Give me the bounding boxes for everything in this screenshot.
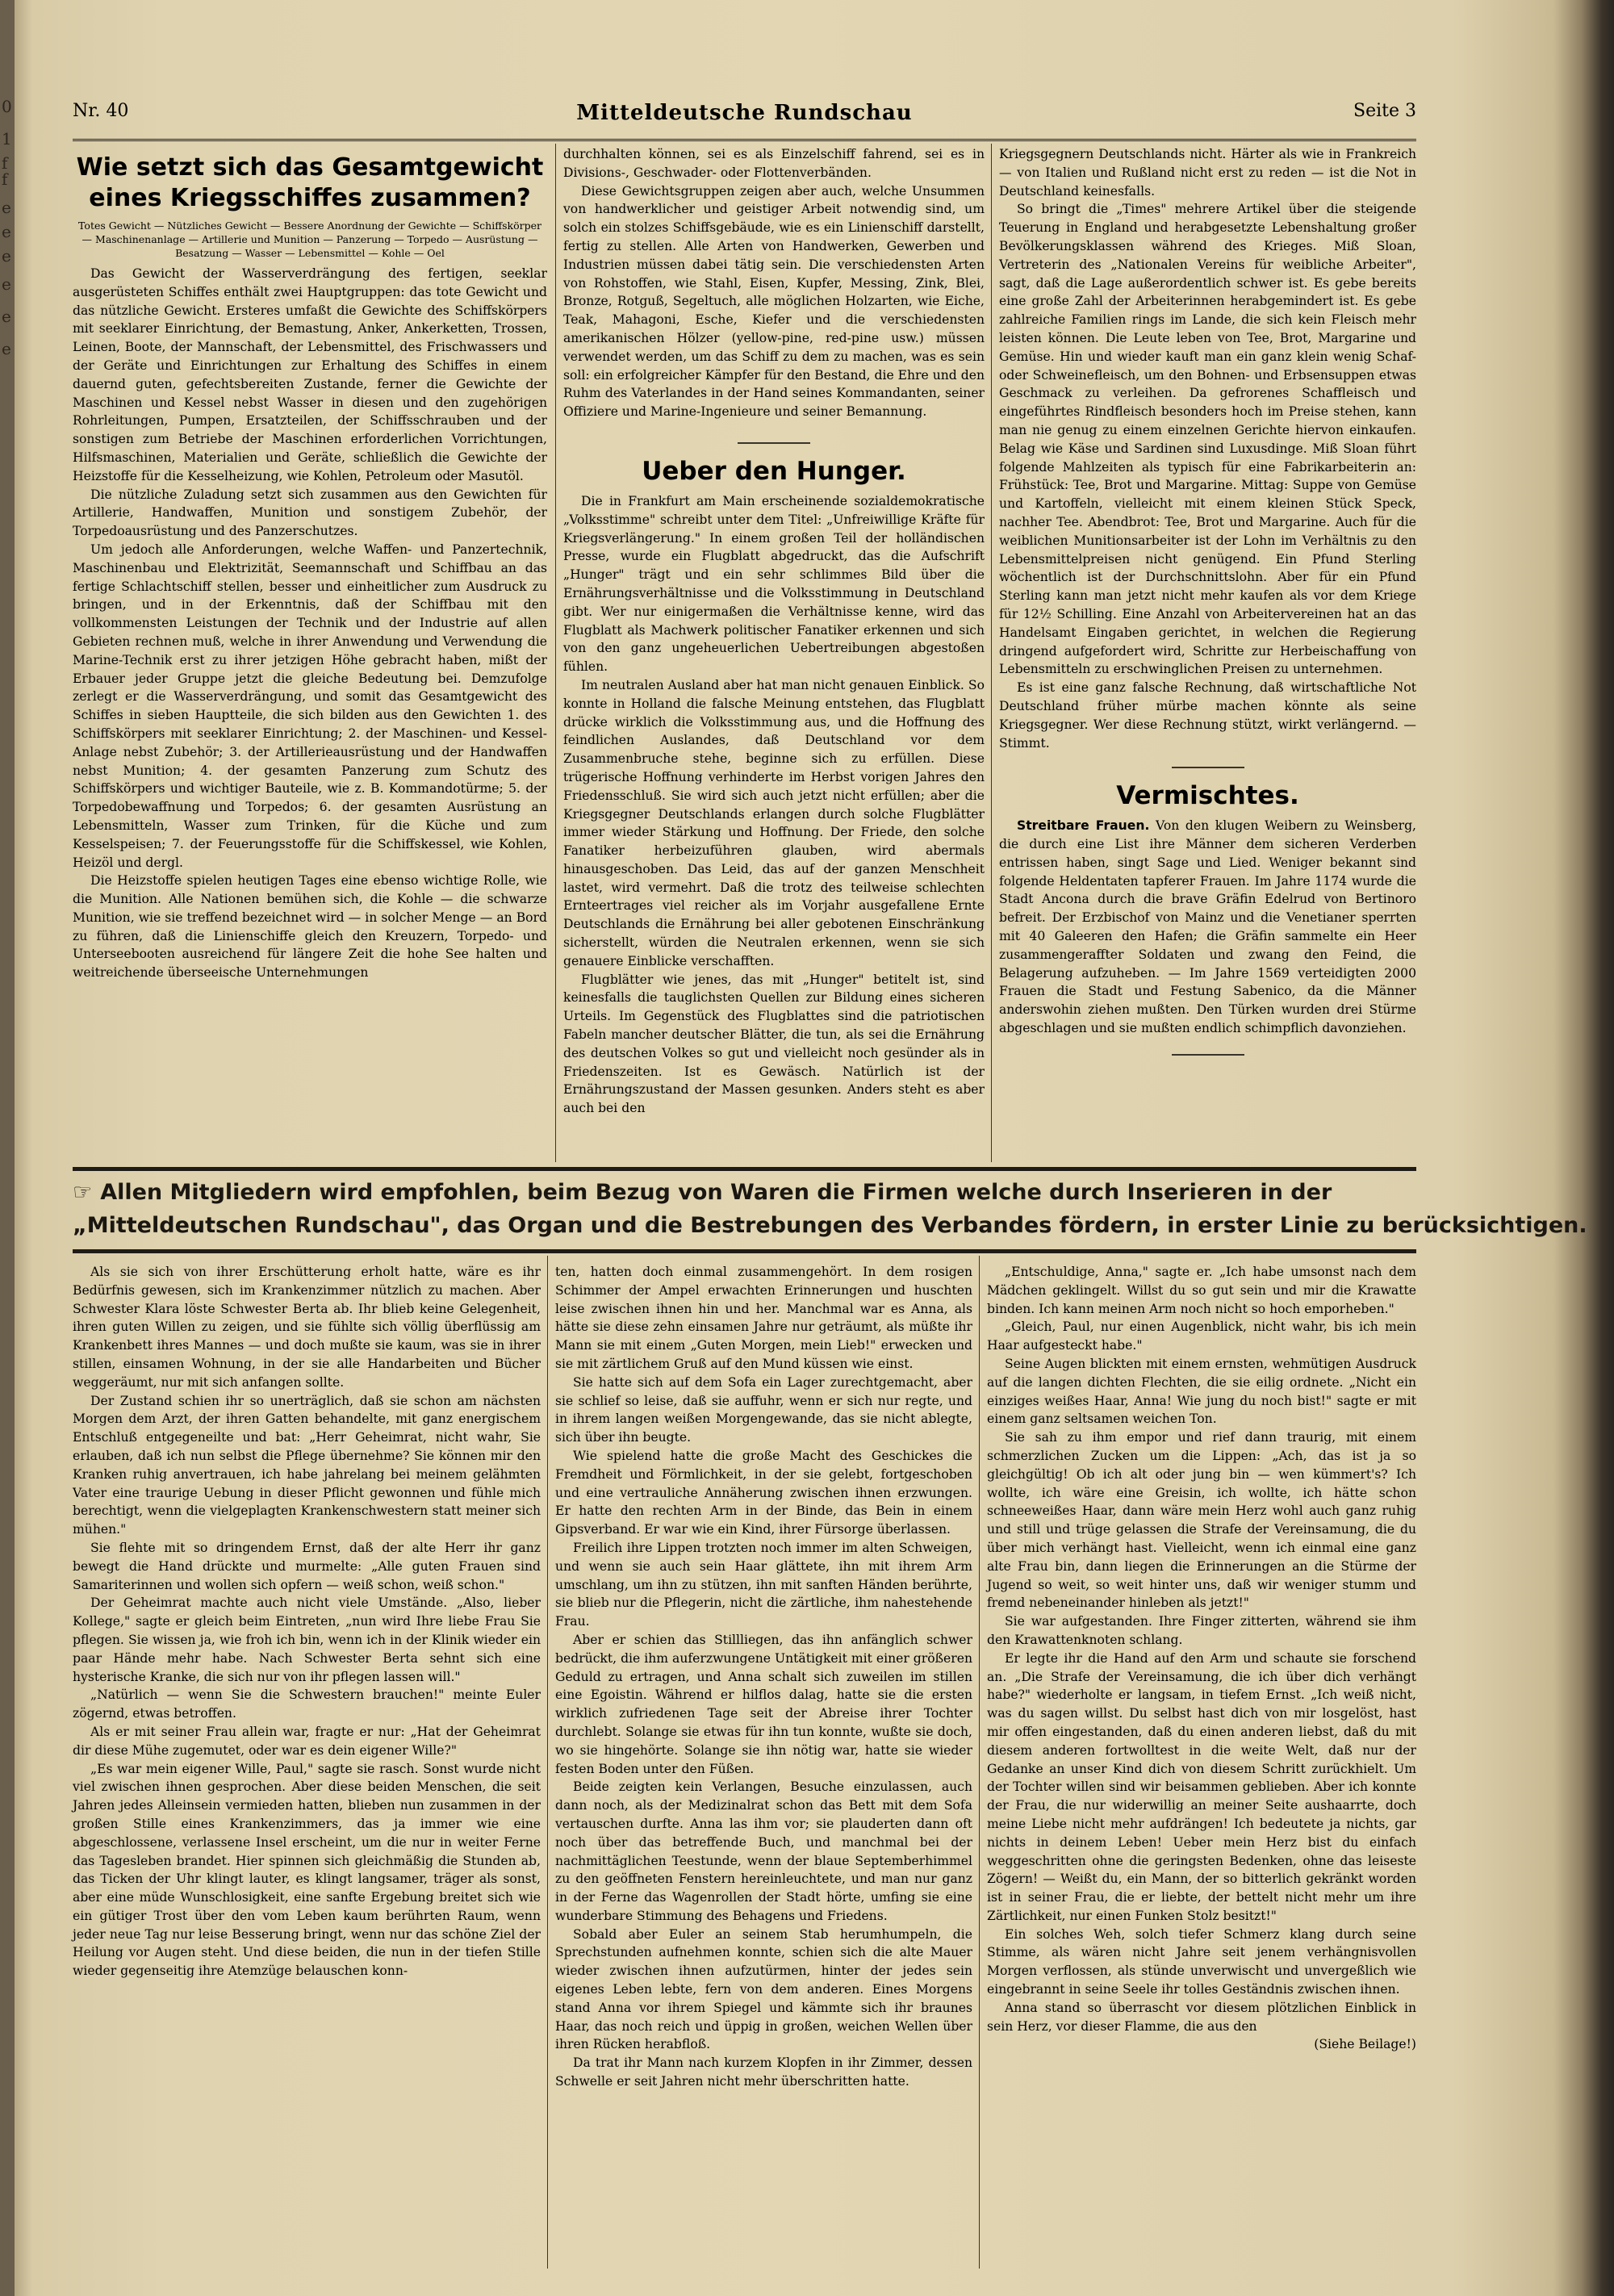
page-header [73,101,1416,137]
strip-char: e [2,222,11,241]
strip-char: e [2,198,11,217]
story-column-3 [987,1263,1416,2268]
paragraph: Aber er schien das Stillliegen, das ihn anfänglich schwer bedrückt, die ihm auferzwungene Untätigkeit mit einer größeren Geduld zu ertragen, und Anna schalt sich zuweilen im stillen eine Egoistin. Während er hilflos dalag, hatte sie die ersten wirklich zufriedenen Tage seit der Abreise ihrer Tochter durchlebt. Solange sie etwas für ihn tun konnte, wußte sie doch, wo sie hingehörte. Solange sie ihn nötig war, hatte sie wieder festen Boden unter den Füßen. [555,1632,972,1776]
strip-char: f [2,169,8,189]
banner-rule-top [73,1167,1416,1171]
paragraph: Die Heizstoffe spielen heutigen Tages eine ebenso wichtige Rolle, wie die Munition. Alle Nationen bemühen sich, die Kohle — die schwarze Munition, wie sie treffend bezeichnet wird — in solcher Menge — an Bord zu führen, daß die Linienschiffe gleich den Kreuzern, Torpedo- und Unterseebooten ausreichend für längere Zeit die hohe See halten und weitreichende überseeische Unternehmungen [73,873,547,981]
newspaper-title: Mitteldeutsche Rundschau [576,101,913,125]
paragraph: Im neutralen Ausland aber hat man nicht genauen Einblick. So konnte in Holland die falsche Meinung entstehen, das Flugblatt drücke wirklich die Volksstimmung aus, und die Hoffnung des feindlichen Auslandes, daß Deutschland vor dem Zusammenbruche stehe, beginne sich zu erfüllen. Diese trügerische Hoffnung verhinderte im Herbst vorigen Jahres den Friedensschluß. Sie wird sich auch jetzt nicht erfüllen; aber die Kriegsgegner Deutschlands erlangen durch solche Flugblätter immer wieder Stärkung und Hoffnung. Der Friede, den solche Fanatiker herbeizuführen glauben, wird abermals hinausgeschoben. Das Leid, das auf der ganzen Menschheit lastet, wird vermehrt. Daß die trotz des teilweise schlechten Ernteertrages viel reicher als im Vorjahr ausgefallene Ernte Deutschlands die Ernährung bei aller gebotenen Einschränkung sicherstellt, würden die Neutralen erkennen, wenn sie sich genauere Einblicke verschafften. [563,677,985,968]
story-column-2 [555,1263,972,2268]
paragraph: Der Zustand schien ihr so unerträglich, daß sie schon am nächsten Morgen dem Arzt, der ihren Gatten behandelte, mit ganz energischem Entschluß entgegeneilte und bat: „Herr Geheimrat, nicht wahr, Sie erlauben, daß ich nun selbst die Pflege übernehme? Sie können mir den Kranken ruhig anvertrauen, ich habe jahrelang bei meinem gelähmten Vater eine traurige Uebung in dieser Pflicht gewonnen und fühle mich berechtigt, wenn die vielgeplagten Krankenschwestern statt meiner sich mühen." [73,1393,541,1537]
section-divider [738,442,810,444]
paragraph: „Entschuldige, Anna," sagte er. „Ich habe umsonst nach dem Mädchen geklingelt. Willst du so gut sein und mir die Krawatte binden. Ich kann meinen Arm noch nicht so hoch emporheben." [987,1265,1416,1316]
paragraph: Kriegsgegnern Deutschlands nicht. Härter als wie in Frankreich — von Italien und Rußland nicht erst zu reden — ist die Not in Deutschland keinesfalls. [999,147,1416,199]
paragraph: Anna stand so überrascht vor diesem plötzlichen Einblick in sein Herz, vor dieser Flamme, die aus den [987,2000,1416,2034]
article-title: Vermischtes. [1116,781,1299,811]
article-lead: Streitbare Frauen. [1017,818,1150,834]
banner-line-2: „Mitteldeutschen Rundschau", das Organ und die Bestrebungen des Verbandes fördern, in erster Linie zu berücksichtigen. [73,1213,1587,1238]
issue-number: Nr. 40 [73,101,129,121]
section-divider [1172,767,1244,768]
column-rule [979,1256,980,2269]
paragraph: Um jedoch alle Anforderungen, welche Waffen- und Panzertechnik, Maschinenbau und Elektrizität, Seemannschaft und Schiffbau an das fertige Schlachtschiff stellen, besser und einheitlicher zum Ausdruck zu bringen, und in der Erkenntnis, daß der Schiffbau mit den vollkommensten Leistungen der Technik und der Industrie auf allen Gebieten rechnen muß, welche in ihrer Anwendung und Verwendung die Marine-Technik erst zu ihrer jetzigen Höhe gebracht haben, mißt der Erbauer jeder Gruppe jetzt die gleiche Bedeutung bei. Demzufolge zerlegt er die Wasserverdrängung, und somit das Gesamtgewicht des Schiffes in sieben Hauptteile, die sich bilden aus den Gewichten 1. des Schiffskörpers mit seeklarer Einrichtung; 2. der Maschinen- und Kessel-Anlage nebst Zubehör; 3. der Artillerieausrüstung und der Handwaffen nebst Munition; 4. der gesamten Panzerung zum Schutz des Schiffskörpers und wichtiger Bauteile, wie z. B. Kommandotürme; 5. der Torpedobewaffnung und Torpedos; 6. der gesamten Ausrüstung an Lebensmitteln, Wasser zum Trinken, für die Küche und zum Kesselspeisen; 7. der Feuerungsstoffe für die Schiffskessel, wie Kohlen, Heizöl und dergl. [73,542,547,870]
paragraph: Es ist eine ganz falsche Rechnung, daß wirtschaftliche Not Deutschland früher mürbe machen könnte als seine Kriegsgegner. Wer diese Rechnung stützt, wirkt verlängernd. — Stimmt. [999,680,1416,751]
strip-char: f [2,153,8,173]
header-rule [73,139,1416,141]
paragraph: Seine Augen blickten mit einem ernsten, wehmütigen Ausdruck auf die langen dichten Flechten, die sie eilig ordnete. „Nicht ein einziges weißes Haar, Anna! Wie jung du noch bist!" sagte er mit einem ganz seltsamen weichen Ton. [987,1356,1416,1427]
left-margin-strip [0,0,15,2296]
strip-char: e [2,274,11,294]
paragraph: Sie flehte mit so dringendem Ernst, daß der alte Herr ihr ganz bewegt die Hand drückte und murmelte: „Alle guten Frauen sind Samariterinnen und wollen sich opfern — weiß schon, weiß schon." [73,1540,541,1592]
paragraph: Sie hatte sich auf dem Sofa ein Lager zurechtgemacht, aber sie schlief so leise, daß sie auffuhr, wenn er sich nur regte, und in ihrem langen weißen Morgengewande, das sie nicht ablegte, sich über ihn beugte. [555,1374,972,1445]
paragraph: Freilich ihre Lippen trotzten noch immer im alten Schweigen, und wenn sie auch sein Haar glättete, ihn mit ihrem Arm umschlang, um ihn zu stützen, ihn mit sanften Händen berührte, sie blieb nur die Pflegerin, nicht die zärtliche, ihm nahestehende Frau. [555,1540,972,1629]
paragraph: Wie spielend hatte die große Macht des Geschickes die Fremdheit und Förmlichkeit, in der sie gelebt, fortgeschoben und eine vertrauliche Annäherung zwischen ihnen erzwungen. Er hatte den rechten Arm in der Binde, das Bein in einem Gipsverband. Er war wie ein Kind, ihrer Fürsorge überlassen. [555,1448,972,1537]
banner-line-1: Allen Mitgliedern wird empfohlen, beim Bezug von Waren die Firmen welche durch Inserieren in der [100,1180,1332,1205]
paragraph: Als er mit seiner Frau allein war, fragte er nur: „Hat der Geheimrat dir diese Mühe zugemutet, oder war es dein eigener Wille?" [73,1724,541,1758]
strip-char: e [2,339,11,358]
paragraph: „Es war mein eigener Wille, Paul," sagte sie rasch. Sonst wurde nicht viel zwischen ihnen gesprochen. Aber diese beiden Menschen, die seit Jahren jedes Alleinsein vermieden hatten, blieben nun zusammen in der großen Stille eines Krankenzimmers, das ja immer wie eine abgeschlossene, verlassene Insel erscheint, um die nur in weiter Ferne das Tagesleben brandet. Hier spinnen sich gleichmäßig die Stunden ab, das Ticken der Uhr klingt lauter, es klingt langsamer, träger als sonst, aber eine müde Wunschlosigkeit, eine sanfte Ergebung breitet sich wie ein gütiger Trost über den vom Leben kaum berührten Raum, wenn jeder neue Tag nur leise Besserung bringt, wenn nur das schöne Ziel der Heilung vor Augen steht. Und diese beiden, die nun in der tiefen Stille wieder gegenseitig ihre Atemzüge belauschen konn- [73,1761,541,1979]
paragraph: Als sie sich von ihrer Erschütterung erholt hatte, wäre es ihr Bedürfnis gewesen, sich im Krankenzimmer nützlich zu machen. Aber Schwester Klara löste Schwester Berta ab. Ihr blieb keine Gelegenheit, ihren guten Willen zu zeigen, und sie fühlte sich völlig überflüssig am Krankenbett ihres Mannes — und doch mußte sie kaum, was sie in ihrer stillen, einsamen Wohnung, in der sie alle Handarbeiten und Bücher weggeräumt, nur mit sich anfangen sollte. [73,1265,541,1390]
article-title: Ueber den Hunger. [642,456,906,486]
column-2 [563,145,985,1164]
paragraph: „Gleich, Paul, nur einen Augenblick, nicht wahr, bis ich mein Haar aufgesteckt habe." [987,1319,1416,1353]
paragraph: Flugblätter wie jenes, das mit „Hunger" betitelt ist, sind keinesfalls die tauglichsten Quellen zur Bildung eines sicheren Urteils. Im Gegenstück des Flugblattes sind die patriotischen Fabeln mancher deutscher Blätter, die tun, als sei die Ernährung des deutschen Volkes so gut und vielleicht noch gesünder als in Friedenszeiten. Ist es Gewäsch. Natürlich ist der Ernährungszustand der Massen gesunken. Anders steht es aber auch bei den [563,972,985,1116]
strip-char: e [2,307,11,326]
paragraph: Er legte ihr die Hand auf den Arm und schaute sie forschend an. „Die Strafe der Vereinsamung, die ich über dich verhängt habe?" wiederholte er langsam, in tiefem Ernst. „Ich weiß nicht, was du sagen willst. Du selbst hast dich von mir losgelöst, hast mir offen eingestanden, daß du einen anderen liebst, daß du mit diesem anderen fortwolltest in die weite Welt, daß nur der Gedanke an unser Kind dich von diesem Schritt zurückhielt. Um der Tochter willen sind wir beisammen geblieben. Aber ich konnte der Frau, die nur widerwillig an meiner Seite aushaarrte, doch meine Liebe nicht mehr aufdrängen! Ich bedeutete ja nichts, gar nichts in deinem Leben! Ueber mein Herz bist du einfach weggeschritten ohne die geringsten Bedenken, ohne das leiseste Zögern! — Weißt du, ein Mann, der so bitterlich gekränkt worden ist in seiner Frau, die er liebte, der bettelt nicht mehr um ihre Zärtlichkeit, nur einen Funken Stolz besitzt!" [987,1650,1416,1923]
paragraph: Sie war aufgestanden. Ihre Finger zitterten, während sie ihm den Krawattenknoten schlang. [987,1614,1416,1647]
strip-char: 0 [2,97,12,116]
paragraph: Das Gewicht der Wasserverdrängung des fertigen, seeklar ausgerüsteten Schiffes enthält zwei Hauptgruppen: das tote Gewicht und das nützliche Gewicht. Ersteres umfaßt die Gewichte des Schiffskörpers mit seeklarer Einrichtung, der Bemastung, Anker, Ankerketten, Trossen, Leinen, Boote, der Mannschaft, der Lebensmittel, des Frischwassers und der Geräte und Einrichtungen zur Erhaltung des Schiffes in einem dauernd guten, gefechtsbereiten Zustande, ferner die Gewichte der Maschinen und Kessel nebst Wasser in diesen und den zugehörigen Rohrleitungen, Pumpen, Ersatzteilen, der Schiffsschrauben und der sonstigen zum Betriebe der Maschinen erforderlichen Vorrichtungen, Hilfsmaschinen, Materialien und Geräte, schließlich die Gewichte der Heizstoffe für die Kesselheizung, wie Kohlen, Petroleum oder Masutöl. [73,266,547,483]
article-subtitle: Totes Gewicht — Nützliches Gewicht — Bessere Anordnung der Gewichte — Schiffskörper — Maschinenanlage — Artillerie und Munition — Panzerung — Torpedo — Ausrüstung — Besatzung — Wasser — Lebensmittel — Kohle — Oel [78,220,541,259]
paragraph: Sie sah zu ihm empor und rief dann traurig, mit einem schmerzlichen Zucken um die Lippen: „Ach, das ist ja so gleichgültig! Ob ich alt oder jung bin — wen kümmert's? Ich wollte, ich wäre eine Greisin, ich wollte, ich hätte schon schneeweißes Haar, dann wäre mein Herz wohl auch ganz ruhig und still und trüge gelassen die Strafe der Vereinsamung, die du über mich verhängt hast. Vielleicht, wenn ich einmal eine ganz alte Frau bin, dann liegen die Erinnerungen an die Stürme der Jugend so weit, so weit hinter uns, daß wir weniger stumm und fremd nebeneinander hinleben als jetzt!" [987,1430,1416,1611]
column-rule [555,144,556,1162]
article-title: Wie setzt sich das Gesamtgewicht eines Kriegsschiffes zusammen? [76,153,544,212]
paragraph: So bringt die „Times" mehrere Artikel über die steigende Teuerung in England und herabgesetzte Lebenshaltung großer Bevölkerungsklassen während des Krieges. Miß Sloan, Vertreterin des „Nationalen Vereins für weibliche Arbeiter", sagt, daß die Lage außerordentlich schwer ist. Es gebe bereits eine große Zahl der Arbeiterinnen herabgemindert ist. Es gebe zahlreiche Familien rings im Lande, die sich kein Fleisch mehr leisten können. Die Leute leben von Tee, Brot, Margarine und Gemüse. Hin und wieder kauft man ein ganz klein wenig Schaf- oder Schweinefleisch, um den Bohnen- und Erbsensuppen etwas Geschmack zu verleihen. Da gefrorenes Schaffleisch und eingeführtes Rindfleisch besonders hoch im Preise stehen, kann man nie genug zu einem einzelnen Gerichte hiervon einkaufen. Belag wie Käse und Sardinen sind Luxusdinge. Miß Sloan führt folgende Mahlzeiten als typisch für eine Fabrikarbeiterin an: Frühstück: Tee, Brot und Margarine. Mittag: Suppe von Gemüse und Kartoffeln, vielleicht mit einem kleinen Stück Speck, nachher Tee. Abendbrot: Tee, Brot und Margarine. Auch für die weiblichen Munitionsarbeiter ist der Lohn im Verhältnis zu den Lebensmittelpreisen nicht genügend. Ein Pfund Sterling wöchentlich ist der Durchschnittslohn. Aber für ein Pfund Sterling kann man jetzt nicht mehr kaufen als vor dem Kriege für 12½ Schilling. Eine Anzahl von Arbeitervereinen hat an das Handelsamt Eingaben gerichtet, in welchen die Regierung dringend aufgefordert wird, Schritte zur Herbeischaffung von Lebensmitteln zu erschwinglichen Preisen zu unternehmen. [999,202,1416,677]
paragraph: Der Geheimrat machte auch nicht viele Umstände. „Also, lieber Kollege," sagte er gleich beim Eintreten, „nun wird Ihre liebe Frau Sie pflegen. Sie wissen ja, wie froh ich bin, wenn ich in der Klinik wieder ein paar Hände mehr habe. Nach Schwester Berta sehnt sich eine hysterische Kranke, die sich nur von ihr pflegen lassen will." [73,1595,541,1684]
paragraph: Da trat ihr Mann nach kurzem Klopfen in ihr Zimmer, dessen Schwelle er seit Jahren nicht mehr überschritten hatte. [555,2056,972,2089]
column-rule [547,1256,548,2269]
paragraph: Von den klugen Weibern zu Weinsberg, die durch eine List ihre Männer dem sicheren Verderben entrissen haben, singt Sage und Lied. Weniger bekannt sind folgende Heldentaten tapferer Frauen. Im Jahre 1174 wurde die Stadt Ancona durch die brave Gräfin Edelrud von Bertinoro befreit. Der Erzbischof von Mainz und die Venetianer sperrten mit 40 Galeeren den Hafen; die Gräfin sammelte ein Heer zusammengeraffter Soldaten und zwang den Feind, die Belagerung aufzuheben. — Im Jahre 1569 verteidigten 2000 Frauen die Stadt und Festung Sabenico, da die Männer anderswohin ziehen mußten. Den Türken wurden drei Stürme abgeschlagen und sie mußten endlich schimpflich davonziehen. [999,818,1417,1036]
paragraph: Ein solches Weh, solch tiefer Schmerz klang durch seine Stimme, als wären nicht Jahre seit jenem verhängnisvollen Morgen verflossen, als stünde unverwischt und unvergeßlich wie eingebrannt in seine Seele ihr tolles Geständnis zwischen ihnen. [987,1926,1416,1997]
column-3 [999,145,1416,1164]
section-divider [1172,1054,1244,1056]
paragraph: Beide zeigten kein Verlangen, Besuche einzulassen, auch dann noch, als der Medizinalrat schon das Bett mit dem Sofa vertauschen durfte. Anna las ihm vor; sie plauderten dann oft noch über das betreffende Buch, und manchmal bei der nachmittäglichen Teestunde, wenn der blaue Septemberhimmel zu den geöffneten Fenstern hereinleuchtete, und man nur ganz in der Ferne das Wagenrollen der Stadt hörte, umfing sie eine wunderbare Stimmung des Behagens und Friedens. [555,1780,972,1923]
page-number: Seite 3 [1353,101,1416,121]
column-1 [73,149,547,1168]
paragraph: ten, hatten doch einmal zusammengehört. In dem rosigen Schimmer der Ampel erwachten Erinnerungen und huschten leise zwischen ihnen hin und her. Manchmal war es Anna, als hätte sie diese zehn einsamen Jahre nur geträumt, als müßte ihr Mann sie mit einem „Guten Morgen, mein Lieb!" erwecken und sie mit zärtlichem Gruß auf den Mund küssen wie einst. [555,1265,972,1371]
continued-note: (Siehe Beilage!) [1314,2037,1416,2052]
paragraph: Sobald aber Euler an seinem Stab herumhumpeln, die Sprechstunden aufnehmen konnte, schien sich die alte Mauer wieder zwischen ihnen aufzutürmen, hinter der jedes sein eigenes Leben lebte, fern von dem anderen. Eines Morgens stand Anna vor ihrem Spiegel und kämmte sich ihr braunes Haar, das noch reich und üppig in großen, weichen Wellen über ihren Rücken herabfloß. [555,1926,972,2052]
paragraph: Die nützliche Zuladung setzt sich zusammen aus den Gewichten für Artillerie, Handwaffen, Munition und sonstigem Zubehör, der Torpedoausrüstung und des Panzerschutzes. [73,487,547,539]
banner-rule-bottom [73,1249,1416,1253]
member-notice-banner [73,1176,1587,1248]
strip-char: e [2,246,11,266]
story-column-1 [73,1263,541,2268]
pointing-hand-icon: ☞ [73,1180,93,1205]
paragraph: durchhalten können, sei es als Einzelschiff fahrend, sei es in Divisions-, Geschwader- oder Flottenverbänden. [563,147,985,180]
column-rule [991,144,992,1162]
paragraph: Diese Gewichtsgruppen zeigen aber auch, welche Unsummen von handwerklicher und geistiger Arbeit notwendig sind, um solch ein stolzes Schiffsgebäude, wie es ein Linienschiff darstellt, fertig zu stellen. Alle Arten von Handwerken, Gewerben und Industrien müssen dabei tätig sein. Die verschiedensten Arten von Rohstoffen, wie Stahl, Eisen, Kupfer, Messing, Zink, Blei, Bronze, Rotguß, Segeltuch, alle möglichen Holzarten, wie Eiche, Teak, Mahagoni, Esche, Kiefer und die verschiedensten amerikanischen Hölzer (yellow-pine, red-pine usw.) müssen verwendet werden, um das Schiff zu dem zu machen, was es sein soll: ein erfolgreicher Kämpfer für den Bestand, die Ehre und den Ruhm des Vaterlandes in der Hand seines Kommandanten, seiner Offiziere und Marine-Ingenieure und seiner Bemannung. [563,183,985,420]
paragraph: „Natürlich — wenn Sie die Schwestern brauchen!" meinte Euler zögernd, etwas betroffen. [73,1687,541,1721]
paragraph: Die in Frankfurt am Main erscheinende sozialdemokratische „Volksstimme" schreibt unter dem Titel: „Unfreiwillige Kräfte für Kriegsverlängerung." In einem großen Teil der holländischen Presse, wurde ein Flugblatt abgedruckt, das die Aufschrift „Hunger" trägt und ein sehr schlimmes Bild über die Ernährungsverhältnisse und die Volksstimmung in Deutschland gibt. Wer nur einigermaßen die Verhältnisse kenne, wird das Flugblatt als Machwerk politischer Fanatiker erkennen und sich von den ganz ungeheuerlichen Uebertreibungen abgestoßen fühlen. [563,493,985,675]
strip-char: 1 [2,129,12,148]
